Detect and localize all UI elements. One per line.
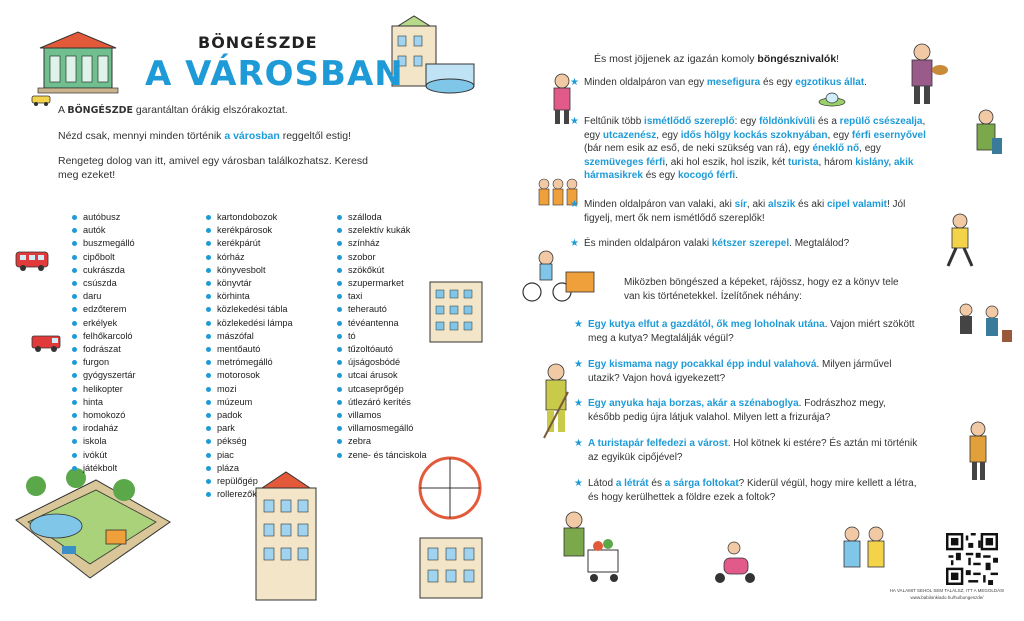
word-list-item: gyógyszertár xyxy=(72,369,136,382)
star-icon: ★ xyxy=(574,359,583,370)
ferris-wheel-illustration xyxy=(400,448,500,608)
word-list-item: tévéantenna xyxy=(337,317,427,330)
word-list-item: villamos xyxy=(337,409,427,422)
cyclists-illustration xyxy=(518,244,598,304)
word-list-item: taxi xyxy=(337,290,427,303)
word-list-item: villamosmegálló xyxy=(337,422,427,435)
word-list-item: helikopter xyxy=(72,383,136,396)
star-icon: ★ xyxy=(574,438,583,449)
word-list-item: szobor xyxy=(337,251,427,264)
solution-footnote: HA VALAMIT SEHOL SEM TALÁLSZ, ITT A MEGOLDÁS! www.babilonkiado.hu/hu/bongeszde/ xyxy=(887,587,1007,601)
tourist-couple-illustration xyxy=(834,524,894,594)
word-list-item: szelektív kukák xyxy=(337,224,427,237)
star-icon: ★ xyxy=(574,398,583,409)
story-item-5: ★ Látod a létrát és a sárga foltokat? Kiderül végül, hogy mire kellett a létra, és hogy kerülhettek a földre ezek a foltok? xyxy=(574,478,917,503)
star-icon: ★ xyxy=(570,77,579,88)
word-list-item: iskola xyxy=(72,435,136,448)
bus-illustration xyxy=(14,250,50,272)
fire-truck-illustration xyxy=(30,330,64,354)
word-list-item: könyvesbolt xyxy=(206,264,293,277)
word-list-item: zene- és tánciskola xyxy=(337,449,427,462)
park-illustration xyxy=(6,460,174,610)
intro-text xyxy=(58,103,378,193)
office-building-illustration xyxy=(420,272,492,346)
word-list-column-2 xyxy=(206,211,293,501)
word-list-item: tó xyxy=(337,330,427,343)
intro-paragraph-2: Nézd csak, mennyi minden történik a városban reggeltől estig! xyxy=(58,130,351,142)
word-list-item: múzeum xyxy=(206,396,293,409)
story-item-1: ★ Egy kutya elfut a gazdától, ők meg loholnak utána. Vajon miért szökött meg a kutya? Megtalálják végül? xyxy=(574,319,915,344)
word-list-item: autóbusz xyxy=(72,211,136,224)
word-list-item: cipőbolt xyxy=(72,251,136,264)
word-list-item: erkélyek xyxy=(72,317,136,330)
word-list-item: tűzoltóautó xyxy=(337,343,427,356)
star-icon: ★ xyxy=(574,319,583,330)
word-list-item: buszmegálló xyxy=(72,237,136,250)
star-icon: ★ xyxy=(570,199,579,210)
word-list-item: utcai árusok xyxy=(337,369,427,382)
word-list-item: ivókút xyxy=(72,449,136,462)
star-icon: ★ xyxy=(574,478,583,489)
word-list-item: játékbolt xyxy=(72,462,136,475)
word-list-item: pékség xyxy=(206,435,293,448)
word-list-item: közlekedési tábla xyxy=(206,303,293,316)
word-list-item: pláza xyxy=(206,462,293,475)
word-list-item: furgon xyxy=(72,356,136,369)
word-list-item: rollerezők xyxy=(206,488,293,501)
intro-paragraph-3: Rengeteg dolog van itt, amivel egy városban találkozhatsz. Keresd meg ezeket! xyxy=(58,155,368,181)
word-list-item: mászófal xyxy=(206,330,293,343)
word-list-item: kerékpárút xyxy=(206,237,293,250)
right-page xyxy=(512,0,1024,621)
word-list-item: szálloda xyxy=(337,211,427,224)
solution-link[interactable]: www.babilonkiado.hu/hu/bongeszde/ xyxy=(910,595,984,600)
yellow-car-illustration xyxy=(30,92,52,106)
runners-illustration xyxy=(952,300,1014,354)
word-list-item: irodaház xyxy=(72,422,136,435)
intro-paragraph-1: A BÖNGÉSZDE garantáltan órákig elszórakoztat. xyxy=(58,104,288,116)
woman-with-basket-illustration xyxy=(958,420,998,486)
book-title-small: BÖNGÉSZDE xyxy=(198,33,318,52)
word-list-item: homokozó xyxy=(72,409,136,422)
task-item-1: ★ Minden oldalpáron van egy mesefigura és egy egzotikus állat. xyxy=(570,77,867,88)
shopping-cart-woman-illustration xyxy=(552,510,626,586)
stories-intro: Miközben böngészed a képeket, rájössz, hogy ez a könyv tele van kis történetekkel. Ízelítőnek néhány: xyxy=(624,277,899,302)
word-list-item: színház xyxy=(337,237,427,250)
scooter-rider-illustration xyxy=(708,540,760,586)
word-list-column-3 xyxy=(337,211,427,462)
story-item-4: ★ A turistapár felfedezi a várost. Hol kötnek ki estére? És aztán mi történik az egyikük cipőjével? xyxy=(574,438,918,463)
old-lady-illustration xyxy=(966,108,1006,168)
word-list-item: park xyxy=(206,422,293,435)
qr-code-icon[interactable] xyxy=(946,533,998,585)
word-list-item: szökőkút xyxy=(337,264,427,277)
ufo-illustration xyxy=(818,92,846,108)
word-list-item: edzőterem xyxy=(72,303,136,316)
word-list-item: körhinta xyxy=(206,290,293,303)
star-icon: ★ xyxy=(570,116,579,127)
word-list-item: padok xyxy=(206,409,293,422)
book-title: A VÁROSBAN xyxy=(145,54,404,94)
word-list-item: szupermarket xyxy=(337,277,427,290)
word-list-item: metrómegálló xyxy=(206,356,293,369)
right-page-lead: És most jöjjenek az igazán komoly böngésznivalók! xyxy=(594,53,840,65)
word-list-item: könyvtár xyxy=(206,277,293,290)
jogging-man-illustration xyxy=(938,212,982,272)
word-list-item: motorosok xyxy=(206,369,293,382)
task-item-4: ★ És minden oldalpáron valaki kétszer szerepel. Megtalálod? xyxy=(570,238,850,249)
word-list-item: hinta xyxy=(72,396,136,409)
word-list-item: csúszda xyxy=(72,277,136,290)
word-list-item: kerékpárosok xyxy=(206,224,293,237)
street-musician-illustration xyxy=(892,40,952,110)
word-list-item: fodrászat xyxy=(72,343,136,356)
task-item-3: ★ Minden oldalpáron van valaki, aki sír, aki alszik és aki cipel valamit! Jól figyelj, mert ők nem ismétlődő szereplők! xyxy=(570,199,906,224)
word-list-item: zebra xyxy=(337,435,427,448)
word-list-item: cukrászda xyxy=(72,264,136,277)
word-list-column-1 xyxy=(72,211,136,475)
star-icon: ★ xyxy=(570,238,579,249)
word-list-item: közlekedési lámpa xyxy=(206,317,293,330)
word-list-item: kartondobozok xyxy=(206,211,293,224)
word-list-item: autók xyxy=(72,224,136,237)
word-list-item: mentőautó xyxy=(206,343,293,356)
word-list-item: repülőgép xyxy=(206,475,293,488)
pavilion-illustration xyxy=(32,26,124,96)
word-list-item: útlezáró kerítés xyxy=(337,396,427,409)
story-item-2: ★ Egy kismama nagy pocakkal épp indul valahová. Milyen járművel utazik? Vajon hová igyekezett? xyxy=(574,359,892,384)
word-list-item: teherautó xyxy=(337,303,427,316)
word-list-item: mozi xyxy=(206,383,293,396)
word-list-item: kórház xyxy=(206,251,293,264)
word-list-item: utcaseprőgép xyxy=(337,383,427,396)
word-list-item: újságosbódé xyxy=(337,356,427,369)
task-item-2: ★ Feltűnik több ismétlődő szereplő: egy földönkívüli és a repülő csészealja, egy utcazenész, egy idős hölgy kockás szoknyában, egy férfi esernyővel (bár nem esik az eső, de neki szükség van rá), egy éneklő nő, egy szemüveges férfi, aki hol eszik, hol iszik, két turista, három kislány, akik hármasikrek és egy kocogó férfi. xyxy=(570,116,926,182)
story-item-3: ★ Egy anyuka haja borzas, akár a szénaboglya. Fodrászhoz megy, később pedig újra látjuk valahol. Milyen lett a frizurája? xyxy=(574,398,886,423)
word-list-item: daru xyxy=(72,290,136,303)
word-list-item: felhőkarcoló xyxy=(72,330,136,343)
word-list-item: piac xyxy=(206,449,293,462)
